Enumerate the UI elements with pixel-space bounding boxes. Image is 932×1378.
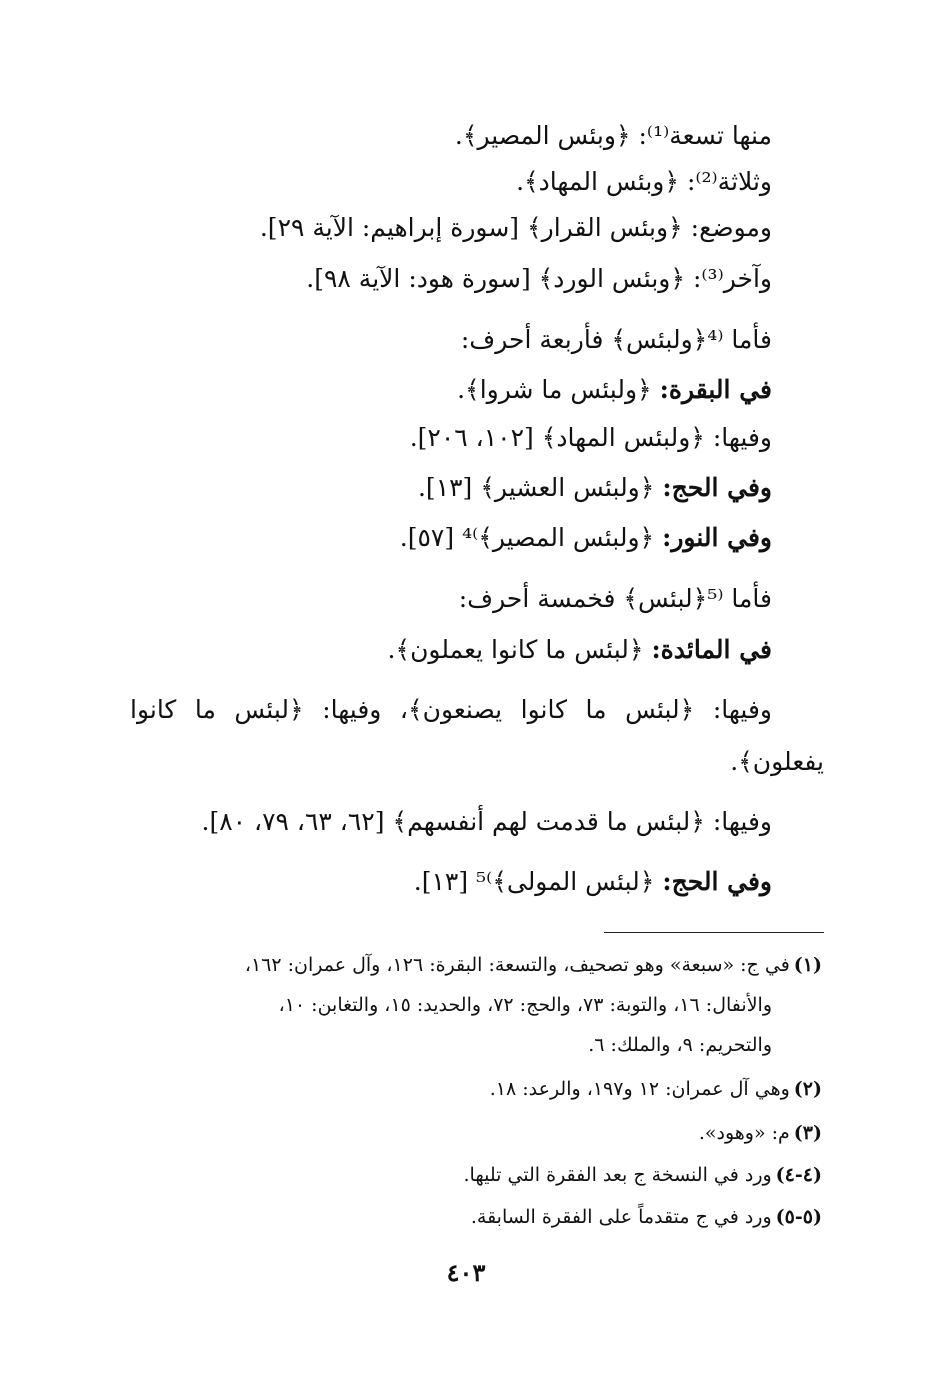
text-line: منها تسعة⁽¹⁾: ﴿وبئس المصير﴾. (454, 121, 772, 150)
text-line: وموضع: ﴿وبئس القرار﴾ [سورة إبراهيم: الآية ٢٩]. (259, 213, 772, 242)
text-line (400, 518, 772, 558)
text-line (387, 630, 772, 670)
footnote-number: (٢) (793, 1078, 822, 1100)
footnote (245, 948, 822, 982)
text-line (457, 370, 772, 410)
text-line: فأما ⁽⁴﴿ولبئس﴾ فأربعة أحرف: (460, 325, 772, 354)
line-text: ﴿لبئس المولى﴾⁾⁵ [١٣]. (413, 867, 663, 896)
text-line (414, 862, 772, 902)
text-line (418, 468, 772, 508)
footnote (490, 1072, 822, 1106)
footnote-separator (604, 932, 824, 933)
footnote-number: (٥-٥) (775, 1206, 822, 1228)
footnote-text: م: «وهود». (698, 1122, 790, 1144)
line-text: ﴿لبئس ما كانوا يعملون﴾. (387, 635, 652, 664)
footnote-text: ورد في ج متقدماً على الفقرة السابقة. (470, 1206, 772, 1228)
footnote (471, 1200, 822, 1234)
footnote-continuation (588, 1028, 772, 1062)
text-line: وفيها: ﴿ولبئس المهاد﴾ [١٠٢، ٢٠٦]. (409, 423, 772, 452)
text-line: يفعلون﴾. (730, 747, 824, 776)
text-line: وآخر⁽³⁾: ﴿وبئس الورد﴾ [سورة هود: الآية ٩٨]. (306, 264, 772, 293)
footnote-text: في ج: «سبعة» وهو تصحيف، والتسعة: البقرة: ١٢٦، وآل عمران: ١٦٢، (244, 954, 790, 976)
surah-lead: في المائدة: (651, 635, 772, 664)
surah-lead: في البقرة: (659, 375, 772, 404)
footnote-text: ورد في النسخة ج بعد الفقرة التي تليها. (463, 1164, 772, 1186)
surah-lead: وفي الحج: (662, 867, 772, 896)
surah-lead: وفي النور: (662, 523, 772, 552)
text-line: فأما ⁽⁵﴿لبئس﴾ فخمسة أحرف: (458, 584, 772, 613)
surah-lead: وفي الحج: (662, 473, 772, 502)
footnote-text: والأنفال: ١٦، والتوبة: ٧٣، والحج: ٧٢، والحديد: ١٥، والتغابن: ١٠، (278, 994, 772, 1016)
footnote-text: وهي آل عمران: ١٢ و١٩٧، والرعد: ١٨. (489, 1078, 790, 1100)
line-text: ﴿ولبئس العشير﴾ [١٣]. (417, 473, 663, 502)
footnote-number: (٣) (793, 1122, 822, 1144)
line-text: ﴿ولبئس المصير﴾⁾⁴ [٥٧]. (399, 523, 663, 552)
page-number: ٤٠٣ (446, 1258, 486, 1287)
footnote-text: والتحريم: ٩، والملك: ٦. (588, 1034, 772, 1056)
line-text: ﴿ولبئس ما شروا﴾. (457, 375, 660, 404)
footnote-continuation (279, 988, 772, 1022)
text-line: وفيها: ﴿لبئس ما قدمت لهم أنفسهم﴾ [٦٢، ٦٣، ٧٩، ٨٠]. (201, 807, 772, 836)
text-line: وثلاثة⁽²⁾: ﴿وبئس المهاد﴾. (516, 167, 772, 196)
footnote (464, 1158, 823, 1192)
footnote-number: (١) (793, 954, 822, 976)
text-line: وفيها: ﴿لبئس ما كانوا يصنعون﴾، وفيها: ﴿لبئس ما كانوا (130, 695, 772, 724)
footnote-number: (٤-٤) (775, 1164, 822, 1186)
footnote (699, 1116, 822, 1150)
